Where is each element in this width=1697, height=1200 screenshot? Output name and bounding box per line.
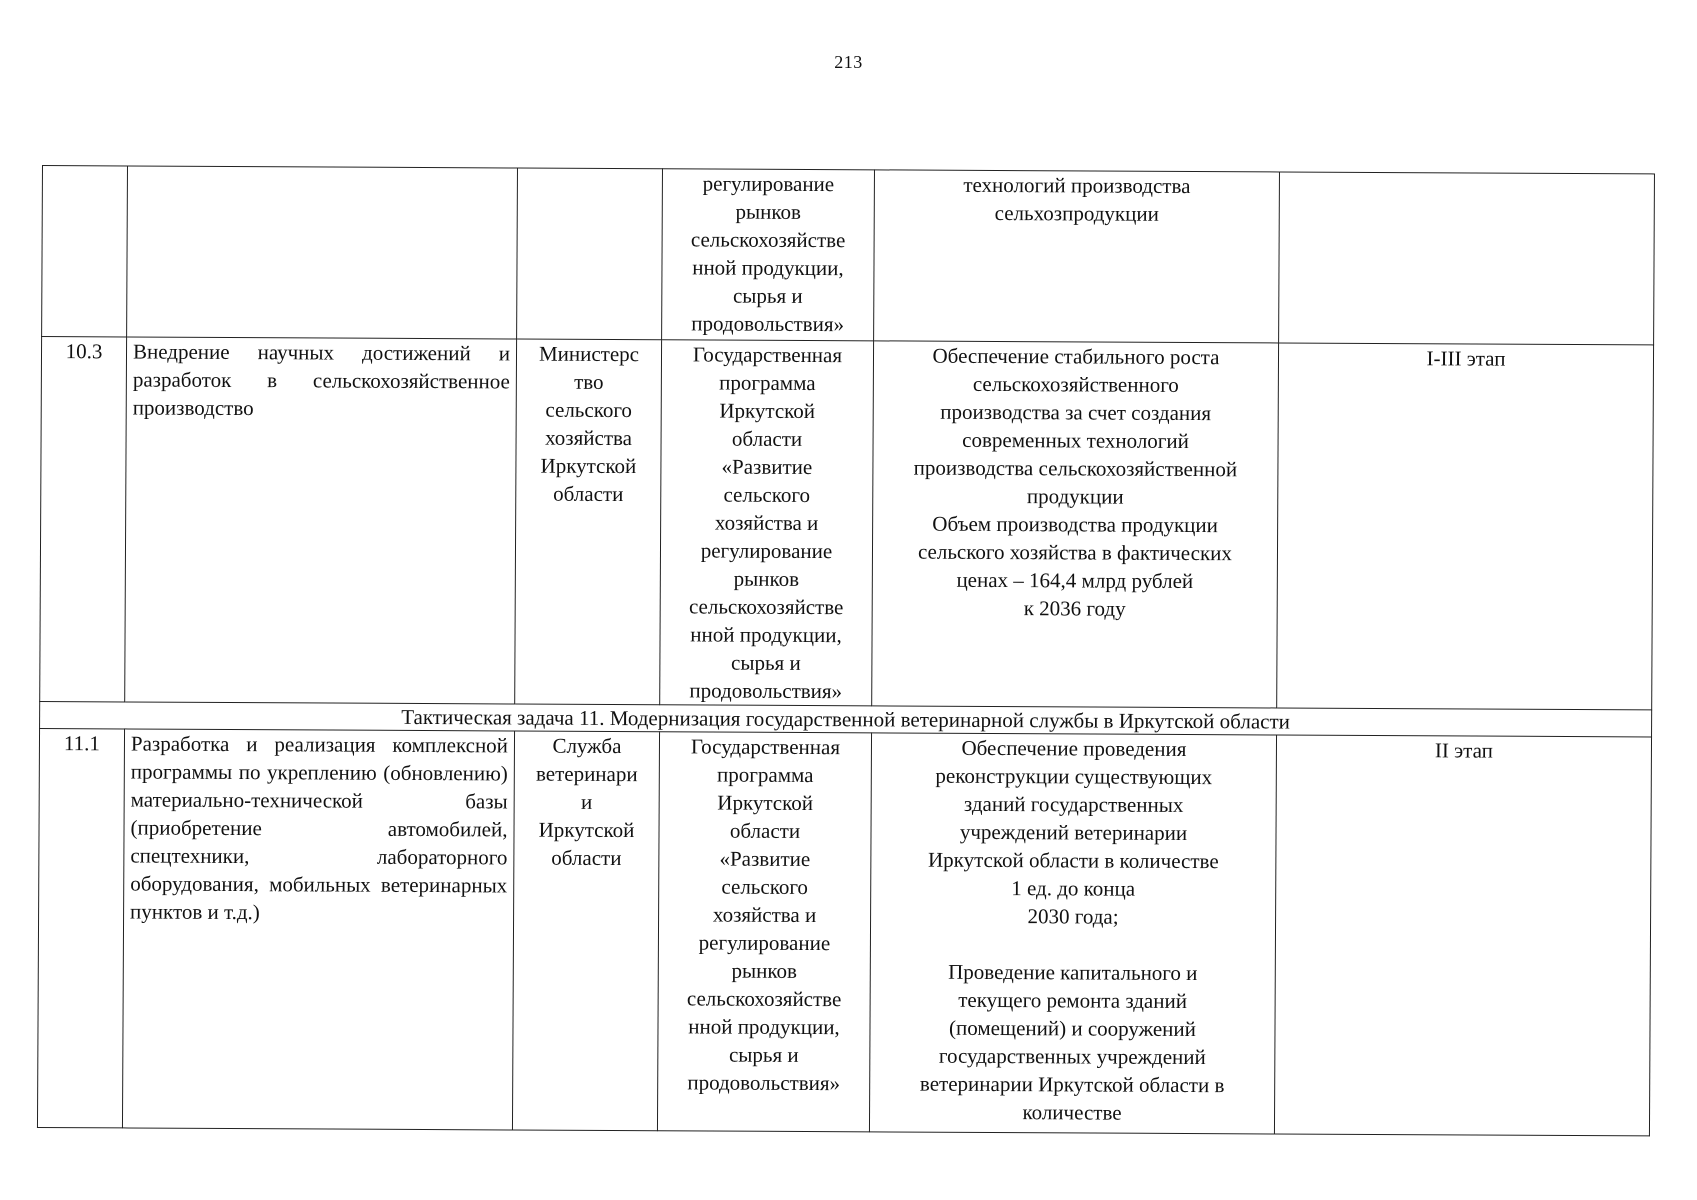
cell-executor: Служба ветеринари и Иркутской области: [512, 731, 659, 1131]
cell-result: Обеспечение проведения реконструкции существующих зданий государственных учреждений ветеринарии Иркутской области в количестве 1 ед. до конца 2030 года; Проведение капитального и текущего ремонта зданий (помещений) и сооружений государственных учреждений ветеринарии Иркутской области в количестве: [869, 733, 1276, 1134]
cell-measure: Внедрение научных достижений и разработок в сельскохозяйственное производство: [125, 337, 517, 704]
cell-measure: Разработка и реализация комплексной программы по укреплению (обновлению) материально-технической базы (приобретение автомобилей, спецтехники, лабораторного оборудования, мобильных ветеринарных пунктов и т.д.): [122, 729, 514, 1130]
section-title: Тактическая задача 11. Модернизация государственной ветеринарной службы в Иркутской области: [40, 701, 1652, 736]
cell-result: технологий производства сельхозпродукции: [874, 170, 1280, 343]
cell-executor: [517, 168, 663, 340]
cell-executor: Министерс тво сельского хозяйства Иркутской области: [515, 339, 662, 705]
cell-program: Государственная программа Иркутской области «Развитие сельского хозяйства и регулирование рынков сельскохозяйстве нной продукции, сырья и продовольствия»: [660, 340, 874, 706]
cell-measure: [127, 166, 518, 339]
table-row-10-3: [40, 337, 1654, 710]
cell-number: [42, 166, 128, 337]
measures-table: [37, 165, 1655, 1136]
cell-number: 11.1: [37, 728, 124, 1127]
page-number: 213: [834, 52, 863, 72]
table-row-continuation: [42, 166, 1655, 345]
cell-stage: II этап: [1274, 735, 1651, 1136]
cell-stage: [1279, 172, 1655, 345]
cell-result: Обеспечение стабильного роста сельскохозяйственного производства за счет создания современных технологий производства сельскохозяйственной продукции Объем производства продукции сельского хозяйства в фактических ценах – 164,4 млрд рублей к 2036 году: [872, 341, 1279, 708]
cell-number: 10.3: [40, 337, 127, 702]
cell-stage: I-III этап: [1277, 343, 1654, 710]
cell-program: Государственная программа Иркутской области «Развитие сельского хозяйства и регулирование рынков сельскохозяйстве нной продукции, сырья и продовольствия»: [657, 732, 871, 1132]
table-row-11-1: [37, 728, 1651, 1135]
cell-program: регулирование рынков сельскохозяйстве нной продукции, сырья и продовольствия»: [662, 169, 875, 341]
